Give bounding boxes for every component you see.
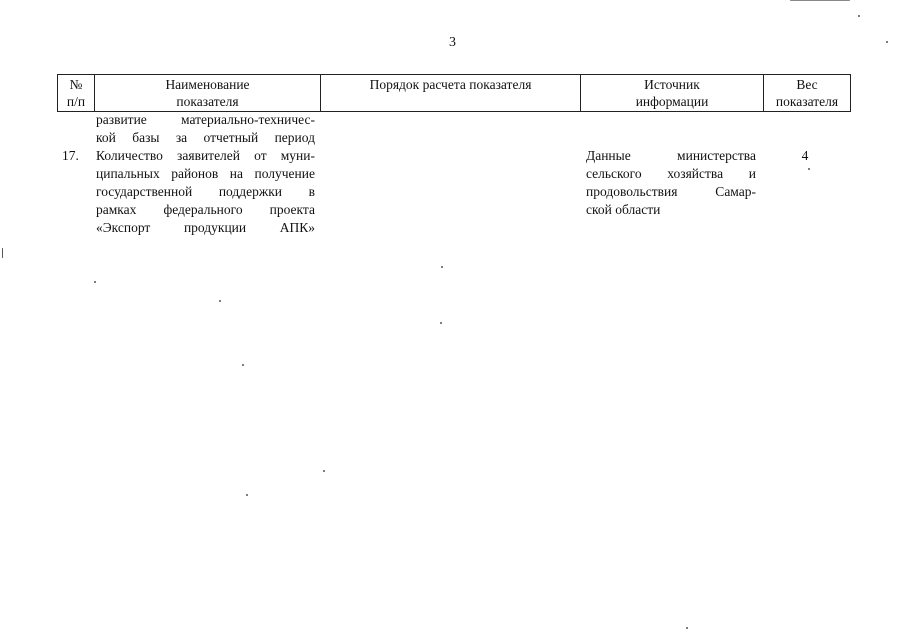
row-17-source-line-1: Данные министерства bbox=[586, 148, 756, 163]
row-17-name-line-3: государственной поддержки в bbox=[96, 184, 315, 199]
continuation-line-2: кой базы за отчетный период bbox=[96, 130, 315, 145]
scan-speck bbox=[242, 364, 244, 366]
row-17-source-line-4: ской области bbox=[586, 202, 661, 217]
row-17-number: 17. bbox=[62, 148, 79, 163]
header-num-line-2: п/п bbox=[66, 94, 86, 109]
header-name bbox=[95, 75, 321, 112]
header-name-line-1: Наименование bbox=[165, 77, 250, 92]
row-17-source-line-2: сельского хозяйства и bbox=[586, 166, 756, 181]
header-weight-line-1: Вес bbox=[796, 77, 818, 92]
scan-speck bbox=[246, 494, 248, 496]
scan-speck bbox=[686, 627, 688, 629]
scan-speck bbox=[94, 281, 96, 283]
row-17-name-line-1: Количество заявителей от муни- bbox=[96, 148, 315, 163]
page-number: 3 bbox=[449, 35, 456, 50]
header-weight-line-2: показателя bbox=[775, 94, 839, 109]
row-17-source bbox=[586, 147, 756, 219]
row-17-name-line-2: ципальных районов на получение bbox=[96, 166, 315, 181]
header-weight bbox=[764, 75, 851, 112]
scan-speck bbox=[858, 15, 860, 17]
scan-speck bbox=[808, 168, 810, 170]
scan-speck bbox=[440, 322, 442, 324]
header-calc-line-1: Порядок расчета показателя bbox=[369, 77, 532, 92]
header-source bbox=[581, 75, 764, 112]
row-17-source-line-3: продовольствия Самар- bbox=[586, 184, 756, 199]
row-17-indicator-name bbox=[96, 147, 315, 237]
header-source-line-2: информации bbox=[635, 94, 709, 109]
scan-speck bbox=[219, 300, 221, 302]
scan-speck bbox=[323, 470, 325, 472]
header-calc bbox=[321, 75, 581, 112]
row-17-weight: 4 bbox=[801, 148, 809, 163]
scan-speck bbox=[441, 266, 443, 268]
row-17-name-line-4: рамках федерального проекта bbox=[96, 202, 315, 217]
scan-speck bbox=[886, 41, 888, 43]
scan-edge-mark bbox=[790, 0, 850, 1]
row-17-name-line-5: «Экспорт продукции АПК» bbox=[96, 220, 315, 235]
header-name-line-2: показателя bbox=[176, 94, 239, 109]
header-num bbox=[58, 75, 95, 112]
scan-edge-mark bbox=[2, 248, 3, 258]
header-num-line-1: № bbox=[69, 77, 83, 92]
indicator-table-header bbox=[57, 74, 851, 112]
continuation-text bbox=[96, 111, 315, 147]
header-row bbox=[58, 75, 851, 112]
header-source-line-1: Источник bbox=[644, 77, 700, 92]
continuation-line-1: развитие материально-техничес- bbox=[96, 112, 315, 127]
